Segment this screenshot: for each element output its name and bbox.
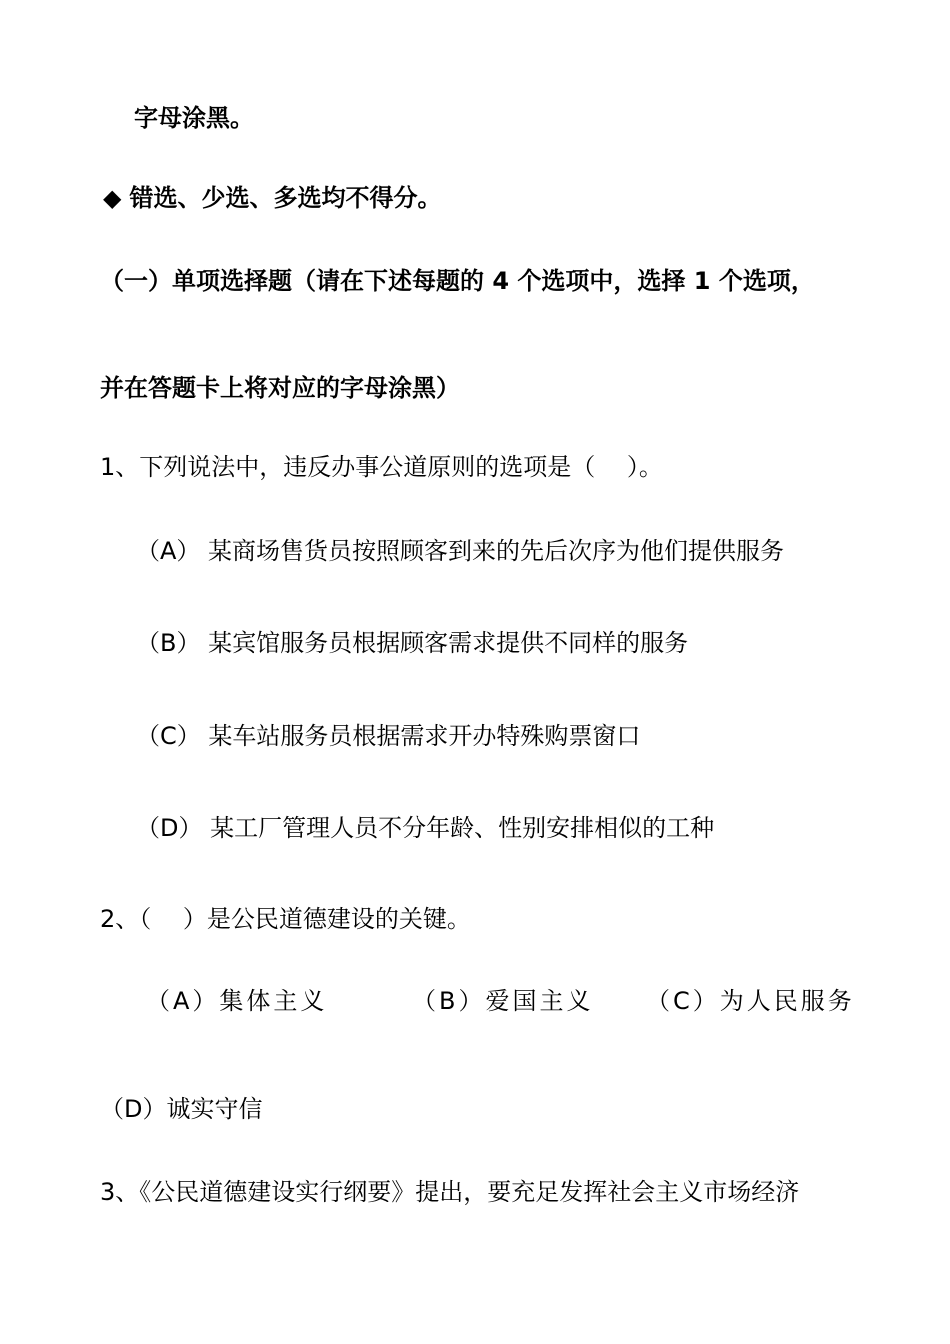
question-2-stem: 2、（ ）是公民道德建设的关键。 — [100, 905, 471, 933]
section-heading-line1: （一）单项选择题（请在下述每题的 4 个选项中，选择 1 个选项， — [100, 267, 815, 295]
question-2-option-d: （D）诚实守信 — [100, 1095, 263, 1123]
question-2-option-a: （A）集体主义 — [146, 987, 328, 1015]
question-3-stem: 3、《公民道德建设实行纲要》提出，要充足发挥社会主义市场经济 — [100, 1178, 800, 1206]
diamond-bullet-icon: ◆ — [103, 184, 122, 212]
question-1-option-d: （D） 某工厂管理人员不分年龄、性别安排相似的工种 — [136, 814, 715, 842]
question-1-option-c: （C） 某车站服务员根据需求开办特殊购票窗口 — [136, 722, 641, 750]
question-1-option-a: （A） 某商场售货员按照顾客到来的先后次序为他们提供服务 — [136, 537, 785, 565]
question-1-option-b: （B） 某宾馆服务员根据顾客需求提供不同样的服务 — [136, 629, 689, 657]
instruction-rule — [103, 183, 441, 213]
section-heading-line2: 并在答题卡上将对应的字母涂黑） — [100, 374, 460, 402]
instruction-continuation: 字母涂黑。 — [134, 104, 254, 132]
rule-text: 错选、少选、多选均不得分。 — [129, 184, 442, 212]
question-2-option-b: （B）爱国主义 — [412, 987, 594, 1015]
question-1-stem: 1、下列说法中，违反办事公道原则的选项是（ ）。 — [100, 453, 663, 481]
question-2-option-c: （C）为人民服务 — [646, 987, 855, 1015]
